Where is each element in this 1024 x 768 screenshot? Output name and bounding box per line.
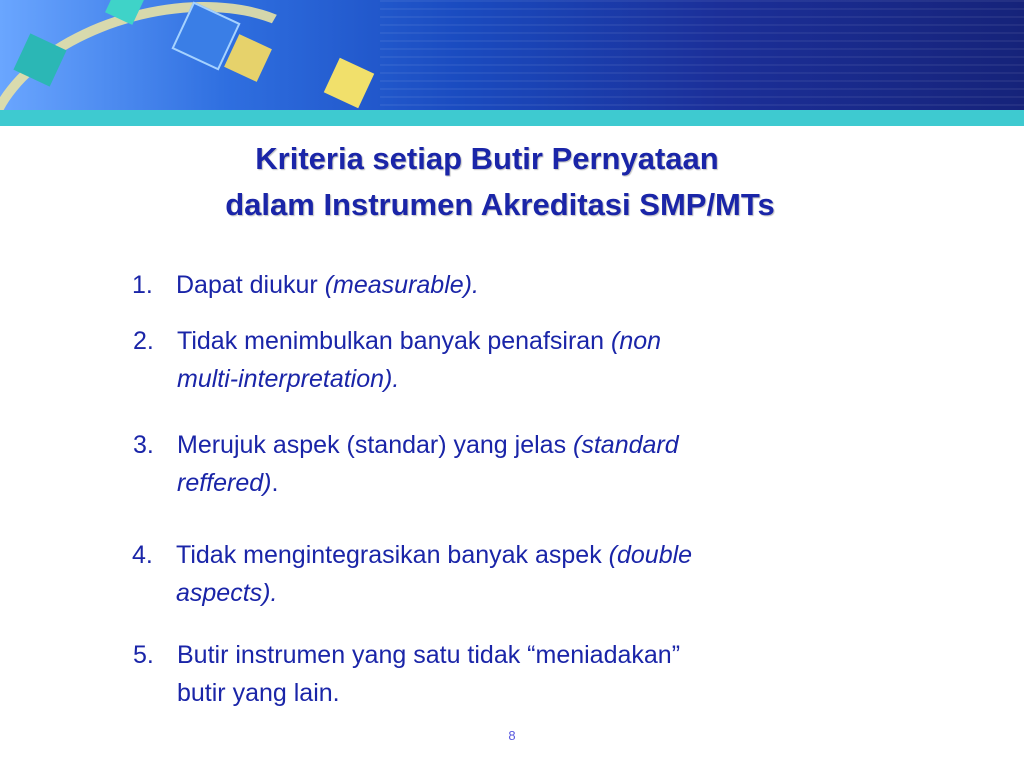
- header-accent-stripe: [0, 110, 1024, 126]
- list-item: [133, 322, 661, 398]
- list-item: [133, 636, 680, 712]
- item-text-cont: butir yang lain.: [177, 679, 340, 707]
- item-english-term-cont: reffered): [177, 469, 272, 497]
- item-english-term: (non: [611, 327, 662, 355]
- item-english-term-cont: multi-interpretation).: [177, 365, 400, 393]
- list-item: [132, 536, 692, 612]
- item-text: Merujuk aspek (standar) yang jelas: [177, 431, 574, 459]
- list-item: [133, 426, 679, 502]
- item-english-term: (standard: [573, 431, 679, 459]
- slide-title-line2: dalam Instrumen Akreditasi SMP/MTs: [225, 187, 775, 222]
- item-continuation: [132, 574, 692, 612]
- item-number: 2.: [133, 327, 154, 355]
- item-number: 4.: [132, 541, 153, 569]
- item-text: Tidak mengintegrasikan banyak aspek: [176, 541, 609, 569]
- item-english-term: (measurable).: [324, 271, 479, 299]
- banner-stripes-decoration: [380, 0, 1024, 110]
- item-text: Butir instrumen yang satu tidak “meniadakan”: [177, 641, 681, 669]
- item-english-term-cont: aspects).: [176, 579, 278, 607]
- item-number: 1.: [132, 271, 153, 299]
- item-continuation: [133, 360, 661, 398]
- header-banner: [0, 0, 1024, 110]
- item-text: Tidak menimbulkan banyak penafsiran: [177, 327, 612, 355]
- item-number: 5.: [133, 641, 154, 669]
- item-text: Dapat diukur: [176, 271, 325, 299]
- item-continuation: [133, 464, 679, 502]
- item-number: 3.: [133, 431, 154, 459]
- list-item: [132, 266, 479, 304]
- item-text-cont: .: [271, 469, 279, 497]
- slide-title-line1: Kriteria setiap Butir Pernyataan: [255, 141, 719, 176]
- item-english-term: (double: [608, 541, 693, 569]
- page-number: 8: [508, 728, 516, 743]
- item-continuation: [133, 674, 680, 712]
